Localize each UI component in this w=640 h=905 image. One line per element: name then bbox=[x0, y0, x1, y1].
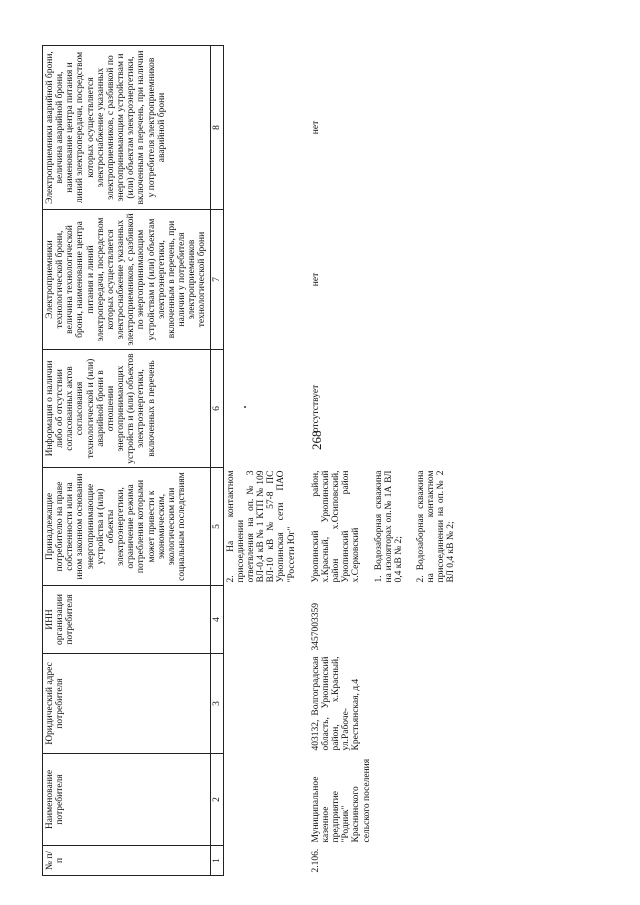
column-number-row bbox=[210, 46, 223, 876]
consumer-address: 403132, Волгоградская область, Урюпинский район, х.Красный, ул.Рабоче-Крестьянская, д.4 bbox=[310, 656, 362, 751]
continuation-object-text: 2. На контактном присоединении ответвления на оп.№ 3 ВЛ-0,4 кВ № 1 КТП № 109 ВЛ-10 кВ № 57-8 ПС Урюпинская сети ПАО "Россети Юг" bbox=[225, 470, 297, 583]
col-number: 3 bbox=[210, 654, 223, 754]
page-number: 268 bbox=[309, 430, 324, 450]
consumer-name: Муниципальное казенное предприятие "Родник" Краснинского сельского поселения bbox=[310, 758, 372, 843]
header-tech-bron: Электроприемники технологической брони, величина технологической брони, наименование центра питания и линий электропередачи, посредством которых осуществляется электроснабжение указанных электроприемников, с разбивкой по энергопринимающим устройствам и (или) объектам электроэнергетики, включенным в перечень, при наличии у потребителя электроприемников технологической брони bbox=[43, 210, 211, 350]
col-number: 4 bbox=[210, 586, 223, 654]
header-inn: ИНН организации потребителя bbox=[43, 586, 211, 654]
objects-locations: Урюпинский район, х.Красный, Урюпинский район х.Осиповский, Урюпинский район х.Серковский bbox=[310, 470, 362, 583]
acts-info: отсутствует bbox=[310, 384, 321, 433]
row-number: 2.106. bbox=[310, 848, 321, 873]
continuation-row bbox=[223, 46, 299, 876]
consumer-objects bbox=[309, 468, 459, 586]
object-item-2: 2. Водозаборная скважина на контактном присоединении на оп.№ 2 ВЛ 0,4 кВ № 2; bbox=[416, 470, 457, 583]
col-number: 2 bbox=[210, 754, 223, 846]
table-row bbox=[309, 46, 459, 876]
object-item-1: 1. Водозаборная скважина на изоляторах оп.№ 1А ВЛ 0,4 кВ № 2; bbox=[373, 470, 404, 583]
col-number: 7 bbox=[210, 210, 223, 350]
col-number: 8 bbox=[210, 46, 223, 210]
col-number: 6 bbox=[210, 350, 223, 468]
consumer-inn: 3457003359 bbox=[310, 603, 321, 651]
header-address: Юридический адрес потребителя bbox=[43, 654, 211, 754]
consumers-table bbox=[42, 45, 459, 876]
col-number: 5 bbox=[210, 468, 223, 586]
header-num: № п/п bbox=[43, 846, 211, 876]
col-number: 1 bbox=[210, 846, 223, 876]
header-avar-bron: Электроприемники аварийной брони, величина аварийной брони, наименование центра питания и линий электропередачи, посредством которых осуществляется электроснабжение указанных электроприемников, с разбивкой по энергопринимающим устройствам и (или) объектам электроэнергетики, включенным в перечень, при наличии у потребителя электроприемников аварийной брони bbox=[43, 46, 211, 210]
header-name: Наименование потребителя bbox=[43, 754, 211, 846]
avar-bron-value: нет bbox=[310, 120, 321, 135]
rotated-table-wrapper bbox=[42, 46, 632, 876]
header-objects: Принадлежащие потребителю на праве собственности или на ином законном основании энергопринимающие устройства и (или) объекты электроэнергетики, ограничение режима потребления которыми может привести к экономическим, экологическим или социальным последствиям bbox=[43, 468, 211, 586]
header-acts: Информация о наличии либо об отсутствии согласованных актов согласования технологической и (или) аварийной брони в отношении энергопринимающих устройств и (или) объектов электроэнергетики, включенных в перечень bbox=[43, 350, 211, 468]
header-row bbox=[43, 46, 211, 876]
tech-bron-value: нет bbox=[310, 272, 321, 287]
